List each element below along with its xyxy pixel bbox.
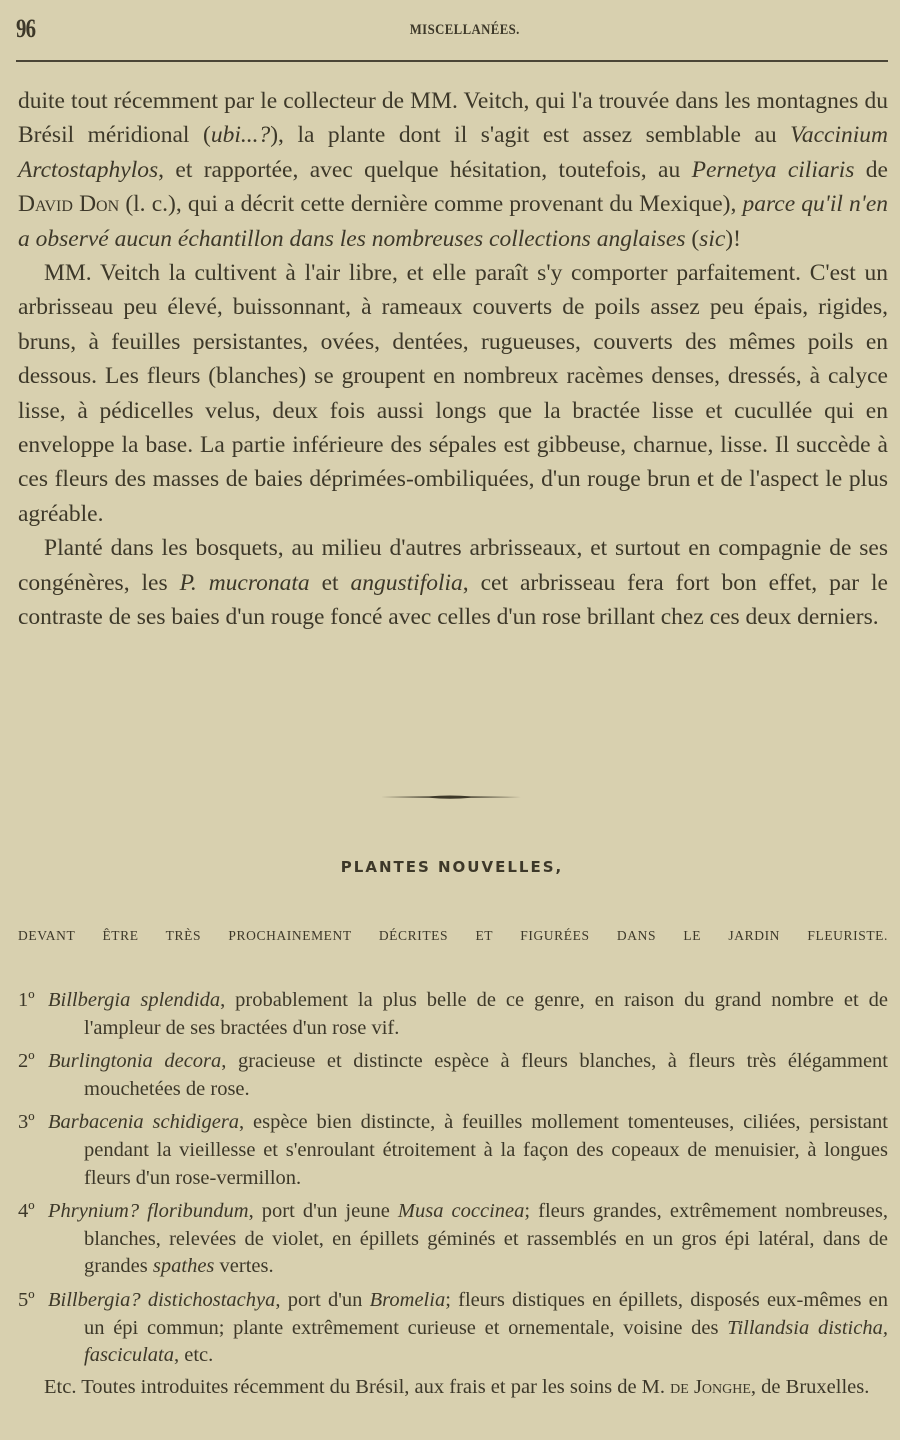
item-number: 3º <box>18 1111 35 1134</box>
item-number: 5º <box>18 1288 35 1311</box>
paragraph-3: Planté dans les bosquets, au milieu d'autres arbrisseaux, et surtout en compagnie de ses congénères, les P. mucronata et angustifolia, cet arbrisseau fera fort bon effet, par le contraste de ses baies d'un rouge foncé avec celles d'un rose brillant chez ces deux derniers. <box>18 535 888 631</box>
plant-name: Phrynium? floribundum <box>48 1200 249 1223</box>
new-plants-list <box>18 987 888 1376</box>
plant-name: Barbacenia schidigera <box>48 1111 240 1134</box>
list-item: 3º Barbacenia schidigera, espèce bien distincte, à feuilles mollement tomenteuses, ciliées, persistant pendant la vieillesse et s'enroulant étroitement à la façon des copeaux de menuisier, à longues fleurs d'un rose-vermillon. <box>18 1111 888 1189</box>
plant-name: Billbergia splendida <box>48 989 221 1011</box>
page-number: 96 <box>16 14 36 43</box>
item-number: 4º <box>18 1200 35 1223</box>
article-body <box>18 84 888 635</box>
running-title: MISCELLANÉES. <box>409 22 520 38</box>
paragraph-2: MM. Veitch la cultivent à l'air libre, et elle paraît s'y comporter parfaitement. C'est un arbrisseau peu élevé, buissonnant, à rameaux couverts de poils assez peu épais, rigides, bruns, à feuilles persistantes, ovées, dentées, rugueuses, couverts des mêmes poils en dessous. Les fleurs (blanches) se groupent en nombreux racèmes denses, dressés, à calyce lisse, à pédicelles velus, deux fois aussi longs que la bractée lisse et cucullée qui en enveloppe la base. La partie inférieure des sépales est gibbeuse, charnue, lisse. Il succède à ces fleurs des masses de baies déprimées-ombiliquées, d'un rouge brun et de l'aspect le plus agréable. <box>18 260 888 527</box>
item-number: 1º <box>18 989 35 1011</box>
running-head <box>16 10 888 46</box>
header-rule <box>16 60 888 62</box>
section-title: PLANTES NOUVELLES, <box>340 858 564 876</box>
ornament-divider <box>379 794 521 800</box>
item-number: 2º <box>18 1050 35 1073</box>
person-name: de Jonghe <box>670 1376 751 1398</box>
list-item: 4º Phrynium? floribundum, port d'un jeune Musa coccinea; fleurs grandes, extrêmement nombreuses, blanches, relevées de violet, en épillets géminés et rassemblés en un gros épi latéral, dans de grandes spathes vertes. <box>18 1200 889 1278</box>
plant-name: Burlingtonia decora <box>48 1050 222 1073</box>
paragraph-1: duite tout récemment par le collecteur de MM. Veitch, qui l'a trouvée dans les montagnes du Brésil méridional (ubi...?), la plante dont il s'agit est assez semblable au Vaccinium Arctostaphylos, et rapportée, avec quelque hésitation, toutefois, au Pernetya ciliaris de David Don (l. c.), qui a décrit cette dernière comme provenant du Mexique), parce qu'il n'en a observé aucun échantillon dans les nombreuses collections anglaises (sic)! <box>18 88 888 252</box>
list-item: 1º Billbergia splendida, probablement la plus belle de ce genre, en raison du grand nombre et de l'ampleur de ses bractées d'un rose vif. <box>18 989 888 1039</box>
plant-name: Billbergia? distichostachya <box>48 1288 276 1311</box>
list-item: 2º Burlingtonia decora, gracieuse et distincte espèce à fleurs blanches, à fleurs très élégamment mouchetées de rose. <box>18 1050 888 1100</box>
author-name: David Don <box>18 191 120 218</box>
list-item: 5º Billbergia? distichostachya, port d'un Bromelia; fleurs distiques en épillets, disposés eux-mêmes en un épi commun; plante extrêmement curieuse et ornementale, voisine des Tillandsia disticha, fasciculata, etc. <box>18 1288 889 1367</box>
closing-paragraph: Etc. Toutes introduites récemment du Brésil, aux frais et par les soins de M. de Jonghe, de Bruxelles. <box>44 1376 870 1398</box>
section-subtitle: DEVANT ÊTRE TRÈS PROCHAINEMENT DÉCRITES ET FIGURÉES DANS LE JARDIN FLEURISTE. <box>18 928 888 943</box>
